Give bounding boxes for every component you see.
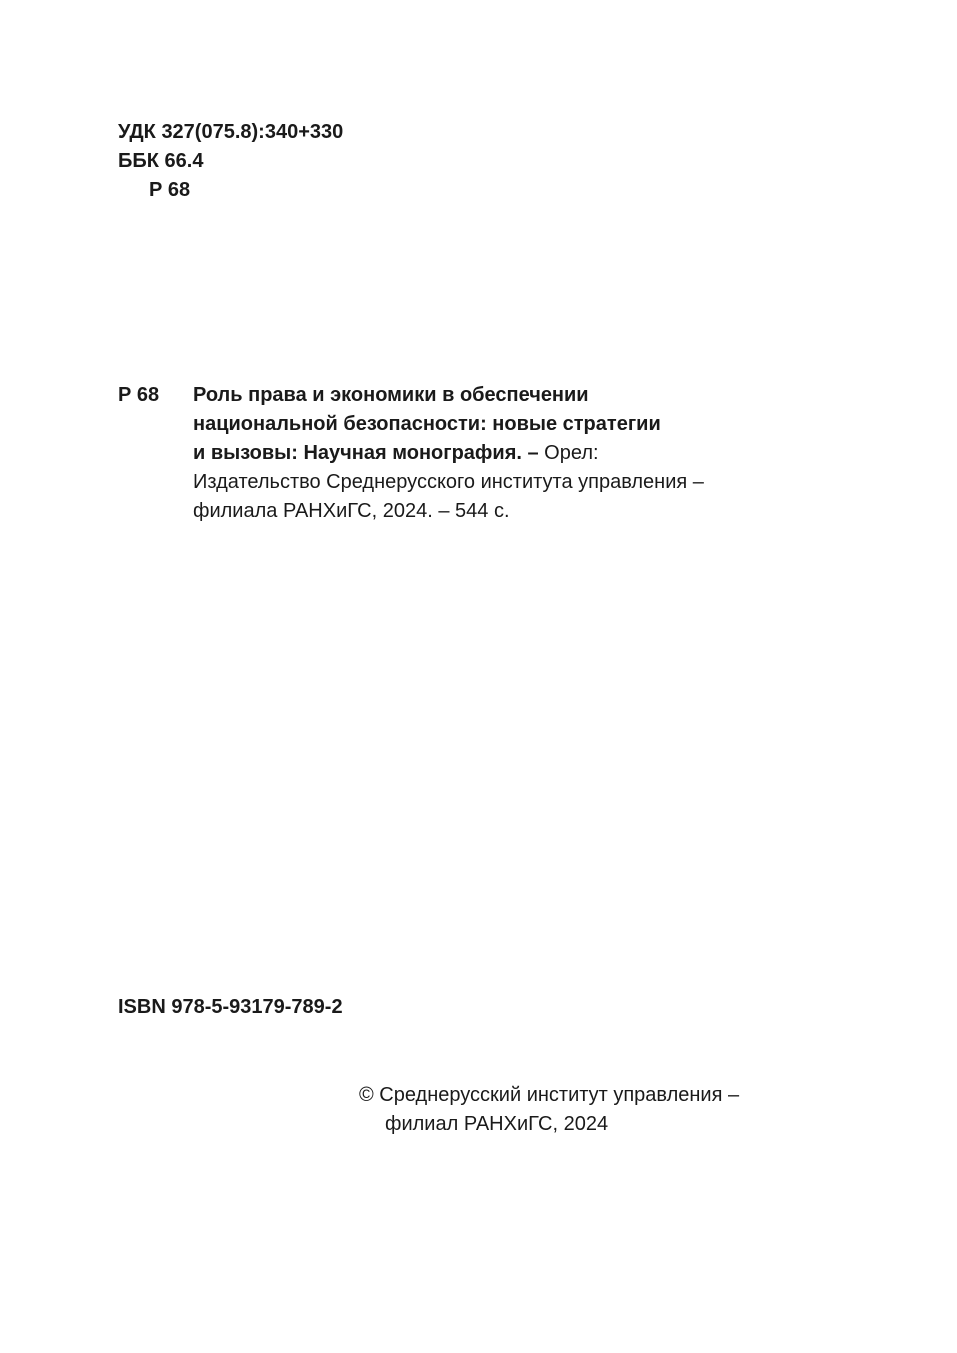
entry-author-mark: Р 68 [118,384,160,406]
publisher-line-1: Издательство Среднерусского института управления – [193,471,704,493]
entry-description [193,381,838,526]
copyright-line-1: © Среднерусский институт управления – [359,1084,740,1106]
udk-code: УДК 327(075.8):340+330 [118,121,344,143]
title-line-3 [193,439,838,468]
copyright [359,1081,739,1139]
copyright-line-2: филиал РАНХиГС, 2024 [385,1113,609,1135]
publisher-line-2: филиала РАНХиГС, 2024. – 544 с. [193,500,510,522]
title-line-3-bold: и вызовы: Научная монография. – [193,442,539,464]
bbk-code: ББК 66.4 [118,150,204,172]
title-line-1: Роль права и экономики в обеспечении [193,384,589,406]
isbn: ISBN 978-5-93179-789-2 [118,996,343,1018]
bibliographic-entry [118,381,838,526]
author-mark: Р 68 [149,179,191,201]
classification-codes [118,118,343,205]
title-line-2: национальной безопасности: новые стратегии [193,413,661,435]
title-line-3-city: Орел: [538,442,599,464]
